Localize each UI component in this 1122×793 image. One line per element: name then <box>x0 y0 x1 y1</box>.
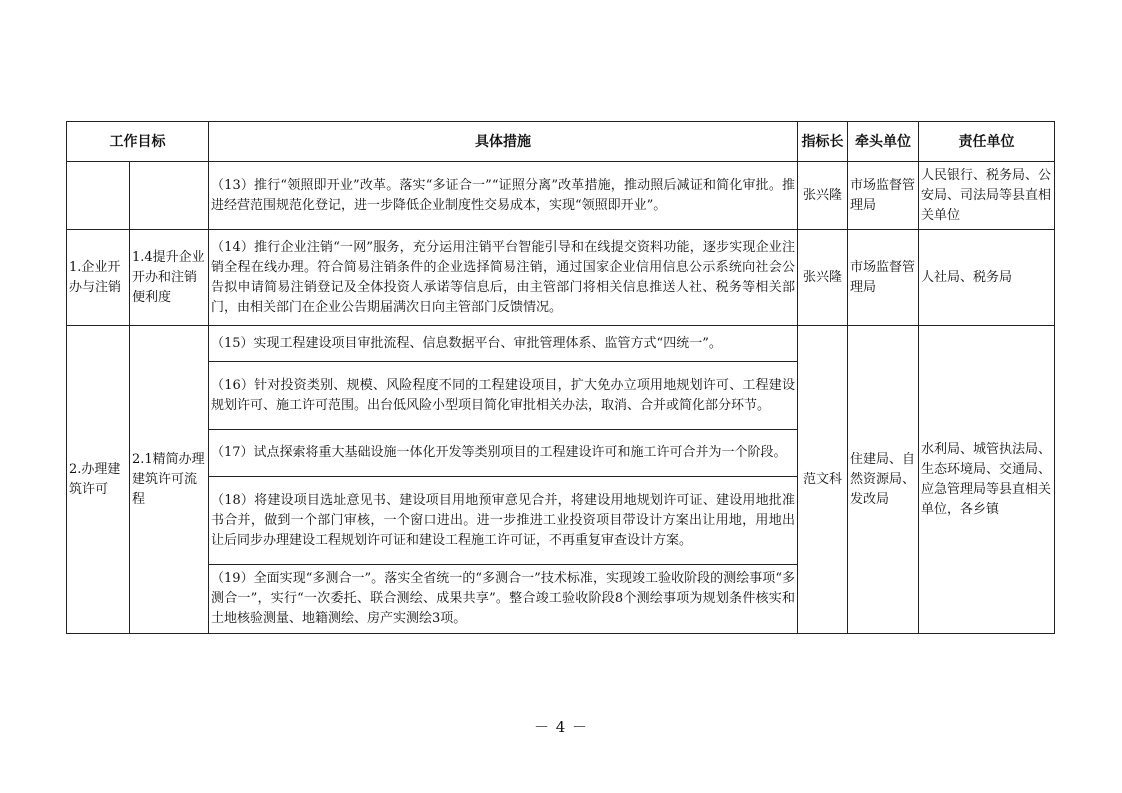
resp-unit-cell: 人民银行、税务局、公安局、司法局等县直相关单位 <box>919 162 1055 230</box>
measure-13: （13）推行“领照即开业”改革。落实“多证合一”“证照分离”改革措施，推动照后减证和简化审批。推进经营范围规范化登记，进一步降低企业制度性交易成本，实现“领照即开业”。 <box>209 162 798 230</box>
measure-17: （17）试点探索将重大基础设施一体化开发等类别项目的工程建设许可和施工许可合并为一个阶段。 <box>209 430 798 477</box>
table-row <box>67 230 1055 326</box>
subgoal-cell-empty <box>130 162 209 230</box>
goal-cell-empty <box>67 162 130 230</box>
measure-19: （19）全面实现“多测合一”。落实全省统一的“多测合一”技术标准，实现竣工验收阶段的测绘事项“多测合一”，实行“一次委托、联合测绘、成果共享”。整合竣工验收阶段8个测绘事项为规划条件核实和土地核验测量、地籍测绘、房产实测绘3项。 <box>209 565 798 634</box>
leader-cell: 张兴隆 <box>798 162 848 230</box>
header-resp-unit: 责任单位 <box>919 122 1055 162</box>
measure-18: （18）将建设项目选址意见书、建设项目用地预审意见合并，将建设用地规划许可证、建设用地批准书合并，做到一个部门审核，一个窗口进出。进一步推进工业投资项目带设计方案出让用地，用地出让后同步办理建设工程规划许可证和建设工程施工许可证，不再重复审查设计方案。 <box>209 477 798 565</box>
header-measures: 具体措施 <box>209 122 798 162</box>
page-number: － 4 － <box>533 718 589 736</box>
header-leader: 指标长 <box>798 122 848 162</box>
measure-16: （16）针对投资类别、规模、风险程度不同的工程建设项目，扩大免办立项用地规划许可、工程建设规划许可、施工许可范围。出台低风险小型项目简化审批相关办法，取消、合并或简化部分环节。 <box>209 362 798 430</box>
leader-cell: 范文科 <box>798 326 848 634</box>
leader-cell: 张兴隆 <box>798 230 848 326</box>
measure-15: （15）实现工程建设项目审批流程、信息数据平台、审批管理体系、监管方式“四统一”。 <box>209 326 798 362</box>
lead-unit-cell: 住建局、自然资源局、发改局 <box>848 326 919 634</box>
resp-unit-cell: 水利局、城管执法局、生态环境局、交通局、应急管理局等县直相关单位，各乡镇 <box>919 326 1055 634</box>
header-lead-unit: 牵头单位 <box>848 122 919 162</box>
header-goal: 工作目标 <box>67 122 209 162</box>
table-row <box>67 326 1055 362</box>
lead-unit-cell: 市场监督管理局 <box>848 162 919 230</box>
measure-14: （14）推行企业注销“一网”服务，充分运用注销平台智能引导和在线提交资料功能，逐步实现企业注销全程在线办理。符合简易注销条件的企业选择简易注销，通过国家企业信用信息公示系统向社会公告拟申请简易注销登记及全体投资人承诺等信息后，由主管部门将相关信息推送人社、税务等相关部门，由相关部门在企业公告期届满次日向主管部门反馈情况。 <box>209 230 798 326</box>
subgoal-cell: 2.1精简办理建筑许可流程 <box>130 326 209 634</box>
goal-cell: 1.企业开办与注销 <box>67 230 130 326</box>
measures-table <box>66 121 1055 634</box>
header-row <box>67 122 1055 162</box>
goal-cell: 2.办理建筑许可 <box>67 326 130 634</box>
lead-unit-cell: 市场监督管理局 <box>848 230 919 326</box>
resp-unit-cell: 人社局、税务局 <box>919 230 1055 326</box>
table-row <box>67 162 1055 230</box>
subgoal-cell: 1.4提升企业开办和注销便利度 <box>130 230 209 326</box>
